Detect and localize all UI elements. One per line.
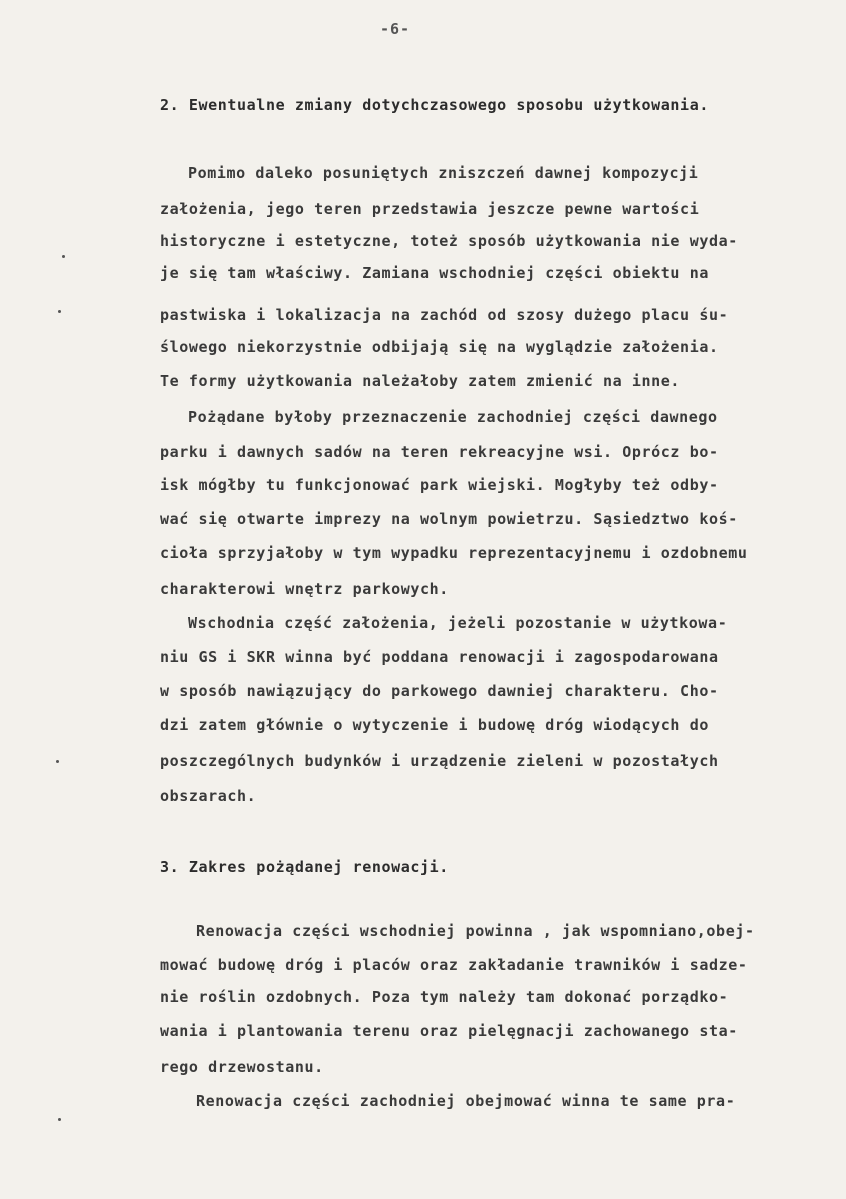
text-line: je się tam właściwy. Zamiana wschodniej części obiektu na xyxy=(160,264,709,282)
text-line: Pożądane byłoby przeznaczenie zachodniej części dawnego xyxy=(188,408,718,426)
text-line: nie roślin ozdobnych. Poza tym należy tam dokonać porządko- xyxy=(160,988,729,1006)
text-line: historyczne i estetyczne, toteż sposób użytkowania nie wyda- xyxy=(160,232,738,250)
text-line: Te formy użytkowania należałoby zatem zmienić na inne. xyxy=(160,372,681,390)
text-line: pastwiska i lokalizacja na zachód od szosy dużego placu śu- xyxy=(160,306,729,324)
text-line: Renowacja części wschodniej powinna , jak wspomniano,obej- xyxy=(196,922,755,940)
text-line: isk mógłby tu funkcjonować park wiejski. Mogłyby też odby- xyxy=(160,476,719,494)
text-line: ślowego niekorzystnie odbijają się na wyglądzie założenia. xyxy=(160,338,719,356)
scan-mark xyxy=(58,310,61,313)
text-line: wać się otwarte imprezy na wolnym powietrzu. Sąsiedztwo koś- xyxy=(160,510,738,528)
text-line: Renowacja części zachodniej obejmować winna te same pra- xyxy=(196,1092,736,1110)
text-line: w sposób nawiązujący do parkowego dawniej charakteru. Cho- xyxy=(160,682,719,700)
text-line: wania i plantowania terenu oraz pielęgnacji zachowanego sta- xyxy=(160,1022,738,1040)
section-2-heading: 2. Ewentualne zmiany dotychczasowego sposobu użytkowania. xyxy=(160,96,709,114)
text-line: założenia, jego teren przedstawia jeszcze pewne wartości xyxy=(160,200,700,218)
text-line: dzi zatem głównie o wytyczenie i budowę dróg wiodących do xyxy=(160,716,709,734)
page-number: -6- xyxy=(380,20,411,38)
text-line: cioła sprzyjałoby w tym wypadku reprezentacyjnemu i ozdobnemu xyxy=(160,544,748,562)
scan-mark xyxy=(62,255,65,258)
text-line: mować budowę dróg i placów oraz zakładanie trawników i sadze- xyxy=(160,956,748,974)
text-line: Pomimo daleko posuniętych zniszczeń dawnej kompozycji xyxy=(188,164,699,182)
section-3-heading: 3. Zakres pożądanej renowacji. xyxy=(160,858,449,876)
text-line: niu GS i SKR winna być poddana renowacji i zagospodarowana xyxy=(160,648,719,666)
text-line: rego drzewostanu. xyxy=(160,1058,324,1076)
text-line: obszarach. xyxy=(160,787,257,805)
text-line: poszczególnych budynków i urządzenie zieleni w pozostałych xyxy=(160,752,719,770)
text-line: charakterowi wnętrz parkowych. xyxy=(160,580,449,598)
text-line: parku i dawnych sadów na teren rekreacyjne wsi. Oprócz bo- xyxy=(160,443,719,461)
scan-mark xyxy=(58,1118,61,1121)
scan-mark xyxy=(56,760,59,763)
text-line: Wschodnia część założenia, jeżeli pozostanie w użytkowa- xyxy=(188,614,728,632)
